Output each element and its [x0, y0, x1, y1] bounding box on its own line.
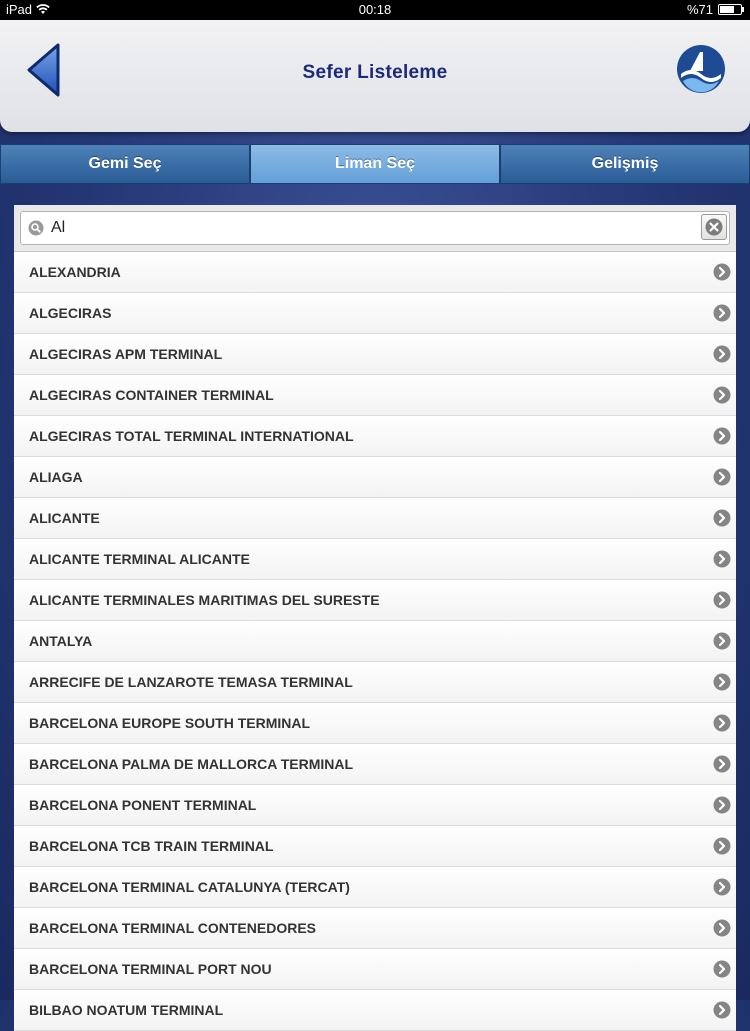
port-list-panel	[14, 205, 736, 1018]
port-name: ARRECIFE DE LANZAROTE TEMASA TERMINAL	[29, 674, 353, 690]
port-name: BARCELONA TCB TRAIN TERMINAL	[29, 838, 274, 854]
brand-logo-icon	[676, 44, 726, 94]
search-input[interactable]	[51, 212, 651, 244]
port-name: BARCELONA TERMINAL PORT NOU	[29, 961, 272, 977]
tab-liman-sec[interactable]: Liman Seç	[250, 144, 500, 184]
chevron-right-icon	[713, 1001, 731, 1019]
chevron-right-icon	[713, 550, 731, 568]
port-name: ANTALYA	[29, 633, 93, 649]
port-name: ALICANTE	[29, 510, 100, 526]
chevron-right-icon	[713, 796, 731, 814]
port-name: BARCELONA PONENT TERMINAL	[29, 797, 257, 813]
chevron-right-icon	[713, 345, 731, 363]
status-right	[687, 2, 742, 17]
chevron-right-icon	[713, 386, 731, 404]
port-name: ALICANTE TERMINALES MARITIMAS DEL SURESTE	[29, 592, 380, 608]
list-item[interactable]	[14, 744, 736, 785]
list-item[interactable]	[14, 375, 736, 416]
search-icon	[28, 220, 44, 236]
list-item[interactable]	[14, 908, 736, 949]
segment-tabs	[0, 144, 750, 184]
search-bar	[14, 205, 736, 252]
search-box	[20, 211, 730, 245]
battery-percent: %71	[686, 2, 713, 17]
port-name: ALGECIRAS APM TERMINAL	[29, 346, 223, 362]
list-item[interactable]	[14, 580, 736, 621]
port-name: BARCELONA EUROPE SOUTH TERMINAL	[29, 715, 311, 731]
port-name: BARCELONA PALMA DE MALLORCA TERMINAL	[29, 756, 354, 772]
port-name: ALIAGA	[29, 469, 83, 485]
list-item[interactable]	[14, 662, 736, 703]
list-item[interactable]	[14, 949, 736, 990]
port-name: BARCELONA TERMINAL CATALUNYA (TERCAT)	[29, 879, 350, 895]
status-time: 00:18	[358, 2, 392, 17]
list-item[interactable]	[14, 826, 736, 867]
chevron-right-icon	[713, 960, 731, 978]
list-item[interactable]	[14, 990, 736, 1031]
chevron-right-icon	[713, 837, 731, 855]
tab-gemi-sec[interactable]: Gemi Seç	[0, 144, 250, 184]
chevron-right-icon	[713, 509, 731, 527]
list-item[interactable]	[14, 252, 736, 293]
port-name: ALGECIRAS TOTAL TERMINAL INTERNATIONAL	[29, 428, 354, 444]
chevron-right-icon	[713, 427, 731, 445]
list-item[interactable]	[14, 867, 736, 908]
chevron-right-icon	[713, 591, 731, 609]
port-name: ALGECIRAS CONTAINER TERMINAL	[29, 387, 274, 403]
battery-icon	[718, 4, 742, 15]
list-item[interactable]	[14, 334, 736, 375]
list-item[interactable]	[14, 539, 736, 580]
chevron-right-icon	[713, 468, 731, 486]
page-title: Sefer Listeleme	[302, 62, 448, 83]
chevron-right-icon	[713, 632, 731, 650]
list-item[interactable]	[14, 703, 736, 744]
tab-gelismis[interactable]: Gelişmiş	[500, 144, 750, 184]
chevron-right-icon	[713, 304, 731, 322]
list-item[interactable]	[14, 416, 736, 457]
list-item[interactable]	[14, 498, 736, 539]
port-list	[14, 252, 736, 1031]
chevron-right-icon	[713, 714, 731, 732]
chevron-right-icon	[713, 878, 731, 896]
chevron-right-icon	[713, 755, 731, 773]
chevron-right-icon	[713, 919, 731, 937]
list-item[interactable]	[14, 293, 736, 334]
port-name: BARCELONA TERMINAL CONTENEDORES	[29, 920, 317, 936]
clear-icon	[705, 218, 723, 236]
port-name: BILBAO NOATUM TERMINAL	[29, 1002, 224, 1018]
list-item[interactable]	[14, 785, 736, 826]
chevron-right-icon	[713, 673, 731, 691]
list-item[interactable]	[14, 457, 736, 498]
port-name: ALICANTE TERMINAL ALICANTE	[29, 551, 250, 567]
status-bar	[0, 0, 750, 20]
device-name: iPad	[6, 2, 33, 17]
list-item[interactable]	[14, 621, 736, 662]
port-name: ALGECIRAS	[29, 305, 112, 321]
port-name: ALEXANDRIA	[29, 264, 121, 280]
clear-search-button[interactable]	[701, 214, 727, 240]
chevron-right-icon	[713, 263, 731, 281]
nav-header	[0, 20, 750, 132]
